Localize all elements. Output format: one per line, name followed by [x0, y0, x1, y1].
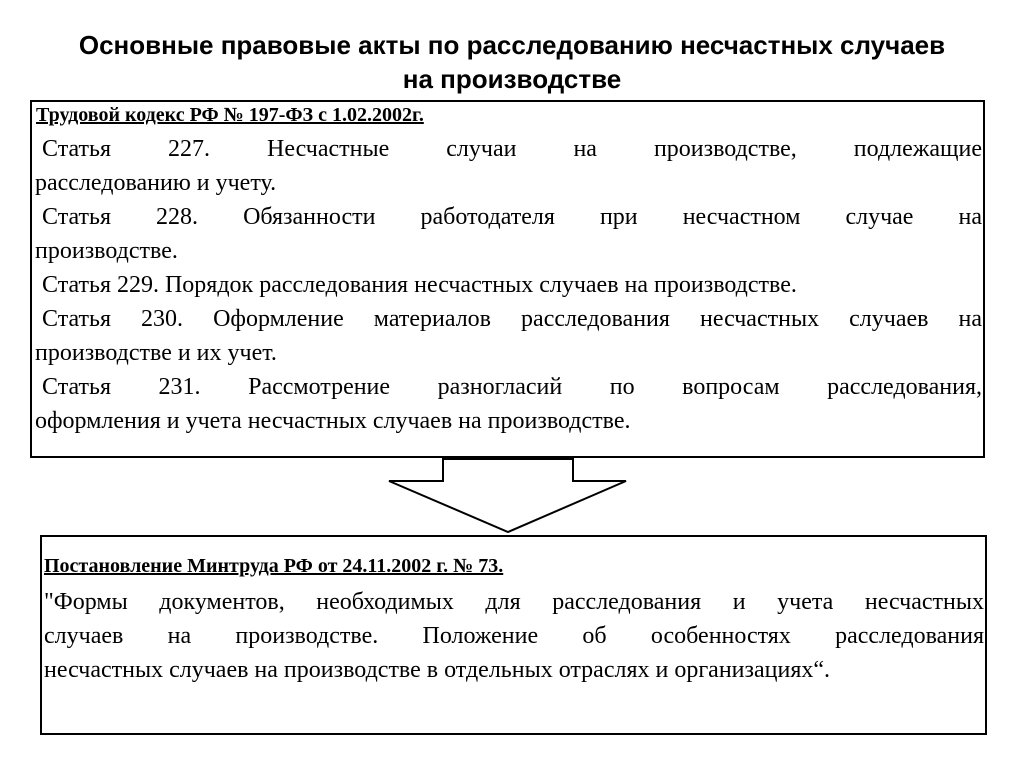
resolution-line-1: "Формы документов, необходимых для расследования и учета несчастных [44, 589, 984, 615]
slide-title-line-2: на производстве [402, 64, 622, 94]
resolution-heading: Постановление Минтруда РФ от 24.11.2002 г. № 73. [44, 555, 504, 577]
resolution-line-2: случаев на производстве. Положение об особенностях расследования [44, 623, 984, 649]
article-228 [35, 200, 982, 268]
article-231-line-1: Статья 231. Рассмотрение разногласий по вопросам расследования, [42, 374, 982, 400]
article-227-line-1: Статья 227. Несчастные случаи на производстве, подлежащие [42, 136, 982, 162]
article-227 [35, 132, 982, 200]
resolution-box [40, 535, 987, 735]
article-230-line-1: Статья 230. Оформление материалов расследования несчастных случаев на [42, 306, 982, 332]
labor-code-heading: Трудовой кодекс РФ № 197-ФЗ с 1.02.2002г. [36, 104, 424, 126]
resolution-line-3: несчастных случаев на производстве в отдельных отраслях и организациях“. [44, 657, 831, 683]
article-227-line-2: расследованию и учету. [35, 170, 277, 196]
resolution-text [44, 585, 984, 687]
slide-title [0, 28, 1024, 96]
article-228-line-1: Статья 228. Обязанности работодателя при несчастном случае на [42, 204, 982, 230]
slide-title-line-1: Основные правовые акты по расследованию несчастных случаев [78, 30, 946, 60]
article-228-line-2: производстве. [35, 238, 178, 264]
article-231-line-2: оформления и учета несчастных случаев на производстве. [35, 408, 631, 434]
article-229-line-1: Статья 229. Порядок расследования несчастных случаев на производстве. [42, 272, 797, 298]
article-230-line-2: производстве и их учет. [35, 340, 277, 366]
down-arrow-icon [385, 458, 630, 534]
article-230 [35, 302, 982, 370]
article-231 [35, 370, 982, 438]
article-229 [35, 268, 982, 302]
labor-code-box [30, 100, 985, 458]
labor-code-articles [35, 132, 982, 438]
